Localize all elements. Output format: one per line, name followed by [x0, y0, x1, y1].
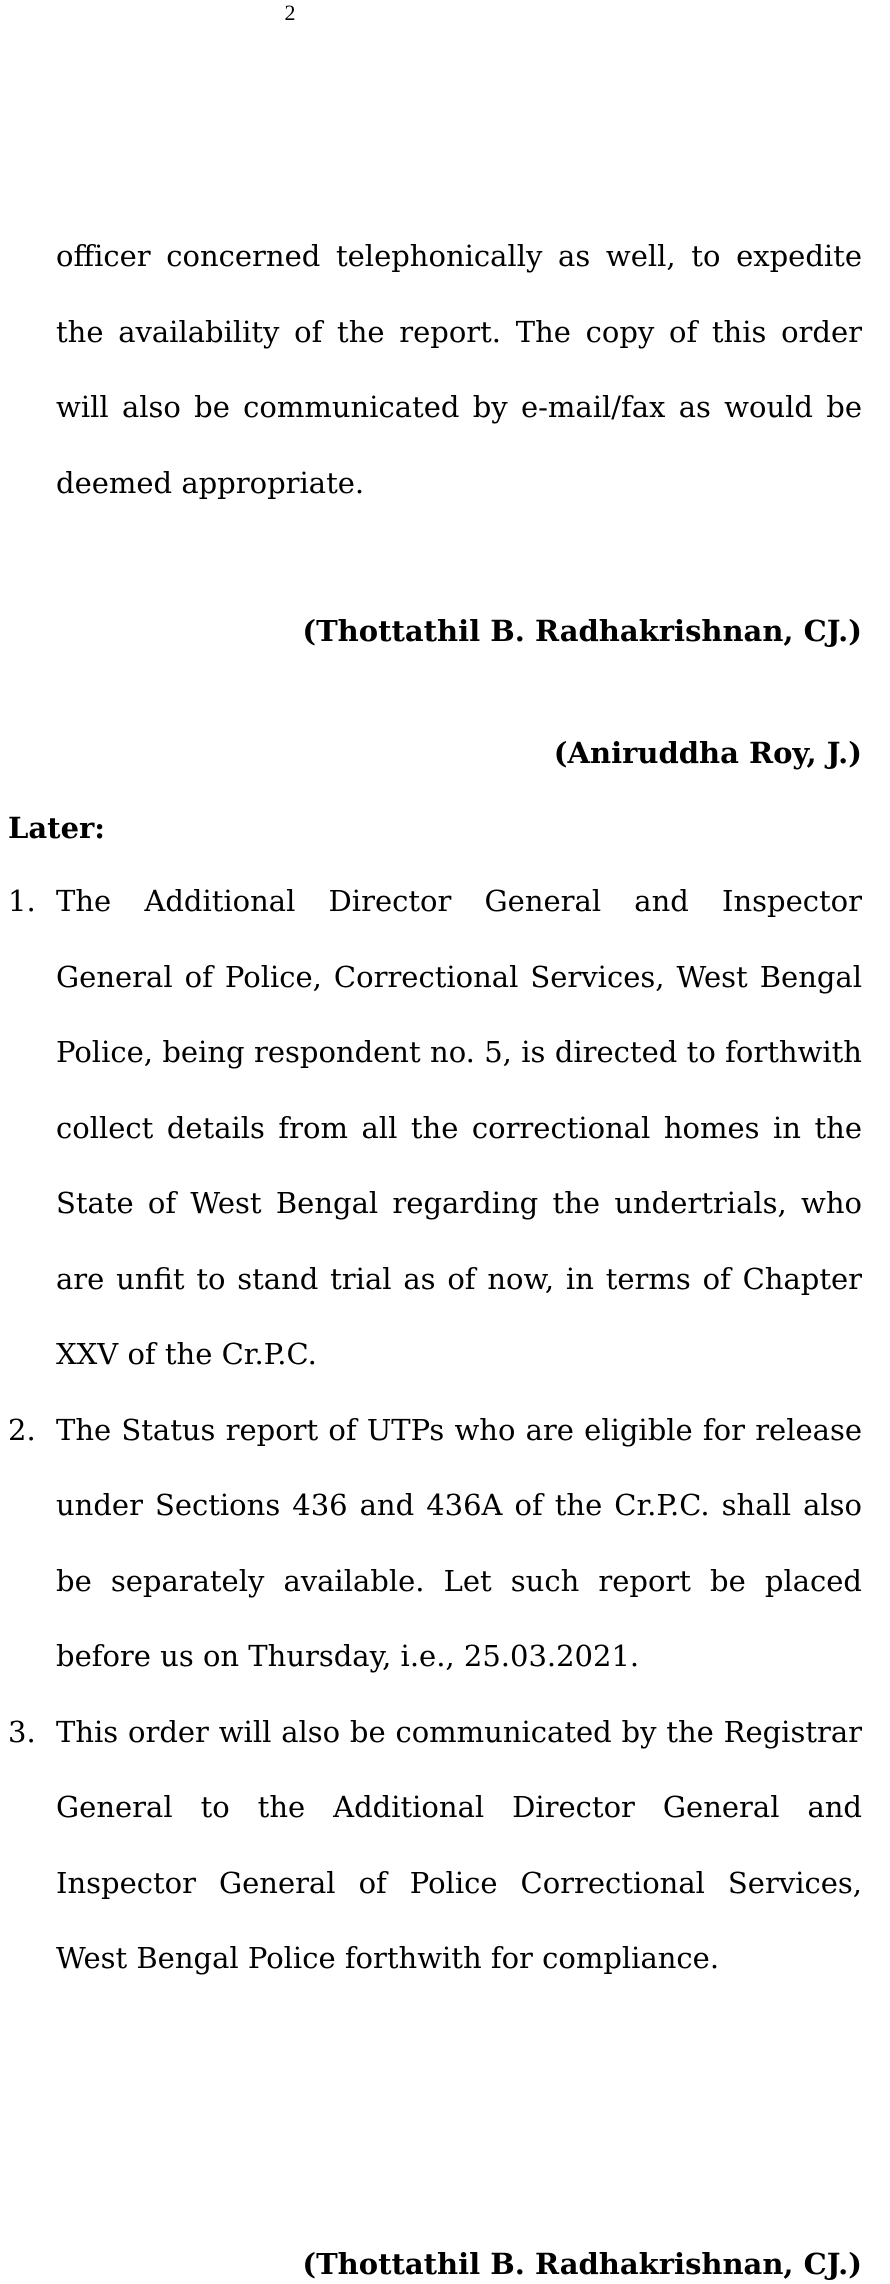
page-number: 2	[284, 0, 296, 25]
signature-chief-justice: (Thottathil B. Radhakrishnan, CJ.)	[302, 614, 862, 648]
order-item	[0, 1393, 862, 1695]
order-item	[0, 864, 862, 1393]
signature-chief-justice-final: (Thottathil B. Radhakrishnan, CJ.)	[302, 2247, 862, 2281]
order-number: 1.	[8, 884, 36, 918]
later-heading: Later:	[8, 811, 106, 845]
order-text: The Status report of UTPs who are eligible for release under Sections 436 and 436A of the Cr.P.C. shall also be separately available. Let such report be placed before us on Thursday, i.e., 25.03.2021.	[56, 1412, 862, 1673]
order-item	[0, 1695, 862, 1997]
intro-paragraph: officer concerned telephonically as well, to expedite the availability of the report. The copy of this order will also be communicated by e-mail/fax as would be deemed appropriate.	[56, 239, 862, 500]
orders-list	[0, 864, 862, 1997]
order-text: The Additional Director General and Inspector General of Police, Correctional Services, West Bengal Police, being respondent no. 5, is directed to forthwith collect details from all the correctional homes in the State of West Bengal regarding the undertrials, who are unfit to stand trial as of now, in terms of Chapter XXV of the Cr.P.C.	[56, 884, 862, 1371]
order-text: This order will also be communicated by the Registrar General to the Additional Director General and Inspector General of Police Correctional Services, West Bengal Police forthwith for compliance.	[56, 1714, 862, 1975]
signature-justice: (Aniruddha Roy, J.)	[553, 736, 862, 770]
order-number: 3.	[8, 1714, 36, 1749]
order-number: 2.	[8, 1412, 36, 1447]
